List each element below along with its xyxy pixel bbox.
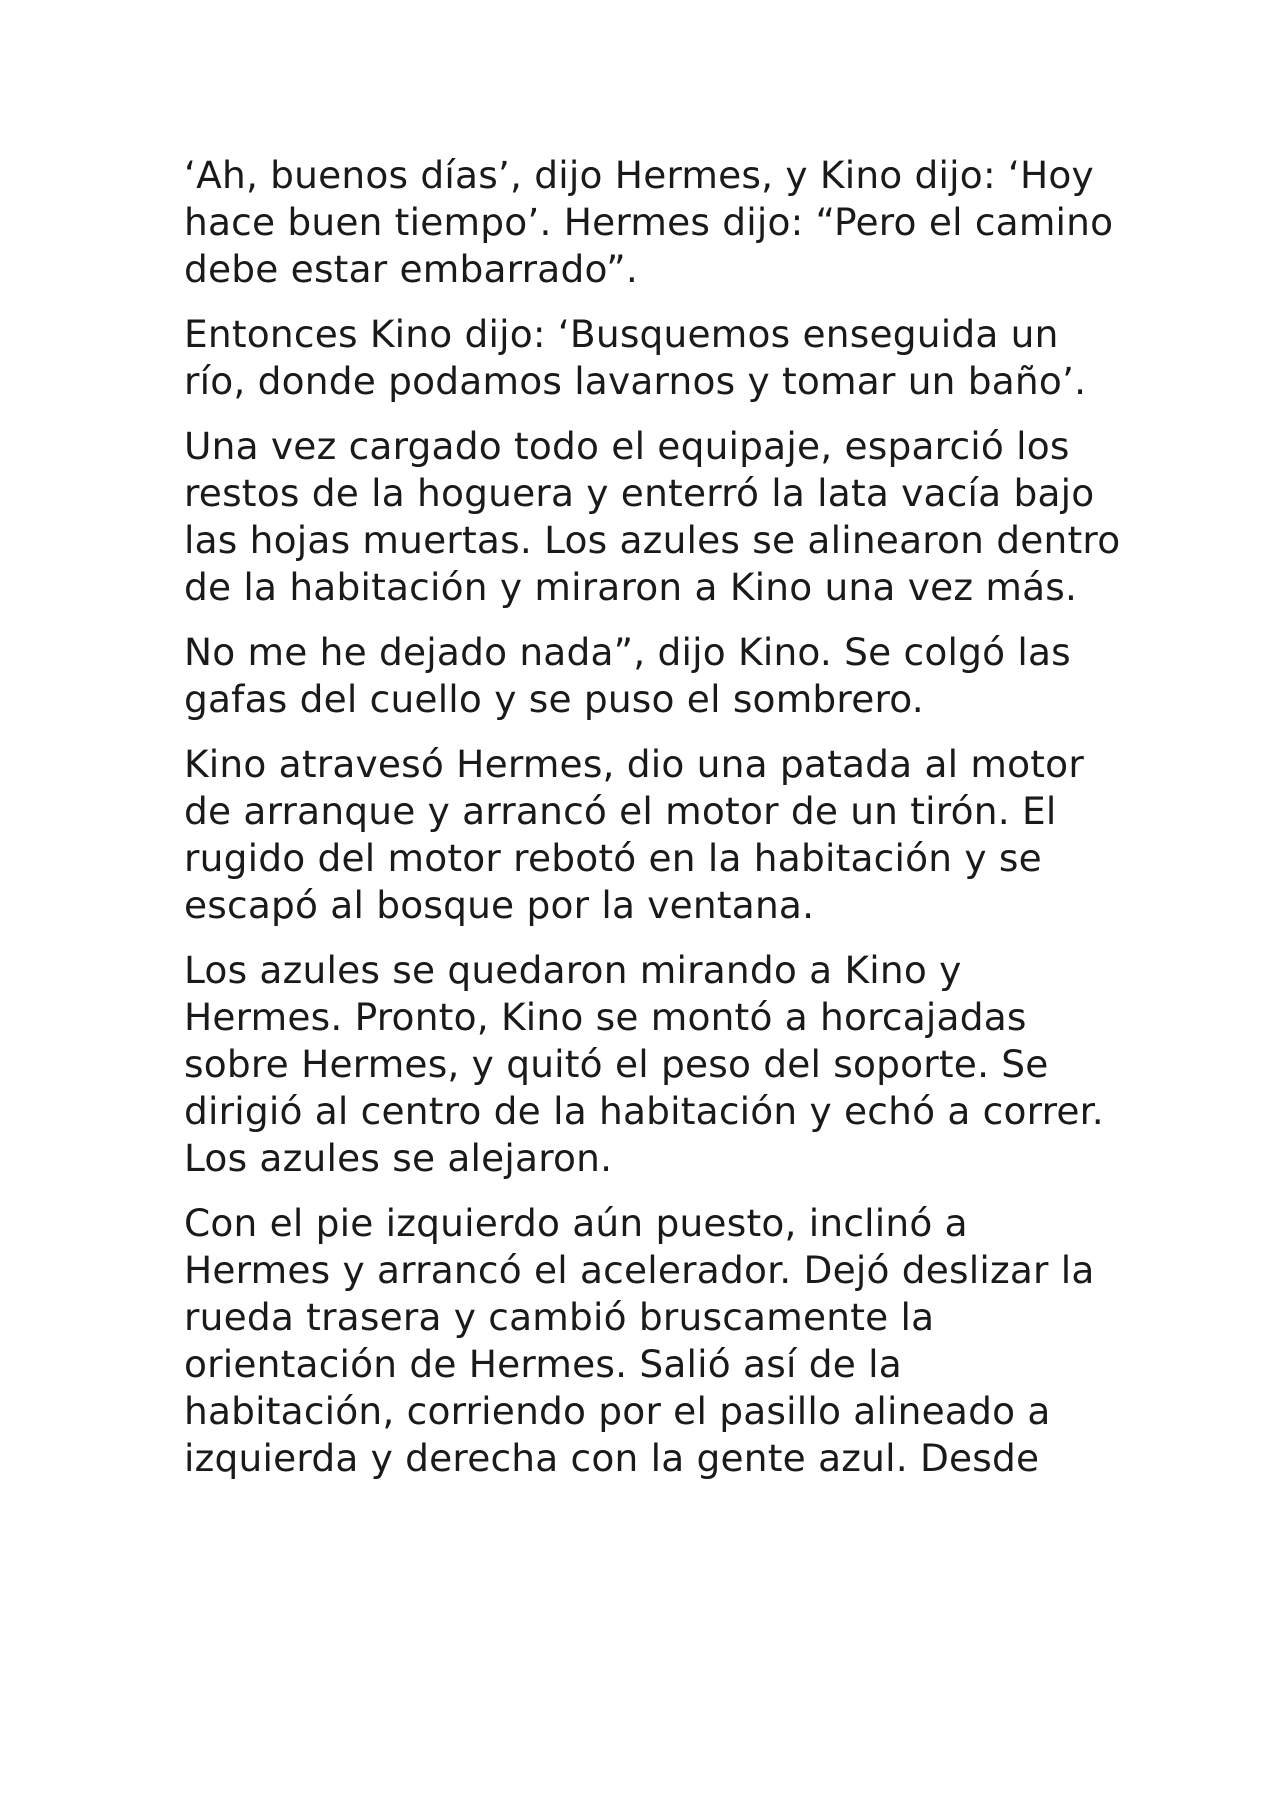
document-page (184, 152, 1124, 1500)
paragraph-6: Los azules se quedaron mirando a Kino y Hermes. Pronto, Kino se montó a horcajadas sobre Hermes, y quitó el peso del soporte. Se dirigió al centro de la habitación y echó a correr. Los azules se alejaron. (184, 948, 1104, 1180)
paragraph-1: ‘Ah, buenos días’, dijo Hermes, y Kino dijo: ‘Hoy hace buen tiempo’. Hermes dijo: “Pero el camino debe estar embarrado”. (184, 153, 1114, 291)
paragraph-7: Con el pie izquierdo aún puesto, inclinó a Hermes y arrancó el acelerador. Dejó deslizar la rueda trasera y cambió bruscamente la orientación de Hermes. Salió así de la habitación, corriendo por el pasillo alineado a izquierda y derecha con la gente azul. Desde (184, 1201, 1095, 1480)
paragraph-5: Kino atravesó Hermes, dio una patada al motor de arranque y arrancó el motor de un tirón. El rugido del motor rebotó en la habitación y se escapó al bosque por la ventana. (184, 742, 1084, 927)
paragraph-4: No me he dejado nada”, dijo Kino. Se colgó las gafas del cuello y se puso el sombrero. (184, 630, 1071, 721)
paragraph-3: Una vez cargado todo el equipaje, esparció los restos de la hoguera y enterró la lata vacía bajo las hojas muertas. Los azules se alinearon dentro de la habitación y miraron a Kino una vez más. (184, 424, 1121, 609)
paragraph-2: Entonces Kino dijo: ‘Busquemos enseguida un río, donde podamos lavarnos y tomar un baño’. (184, 312, 1087, 403)
